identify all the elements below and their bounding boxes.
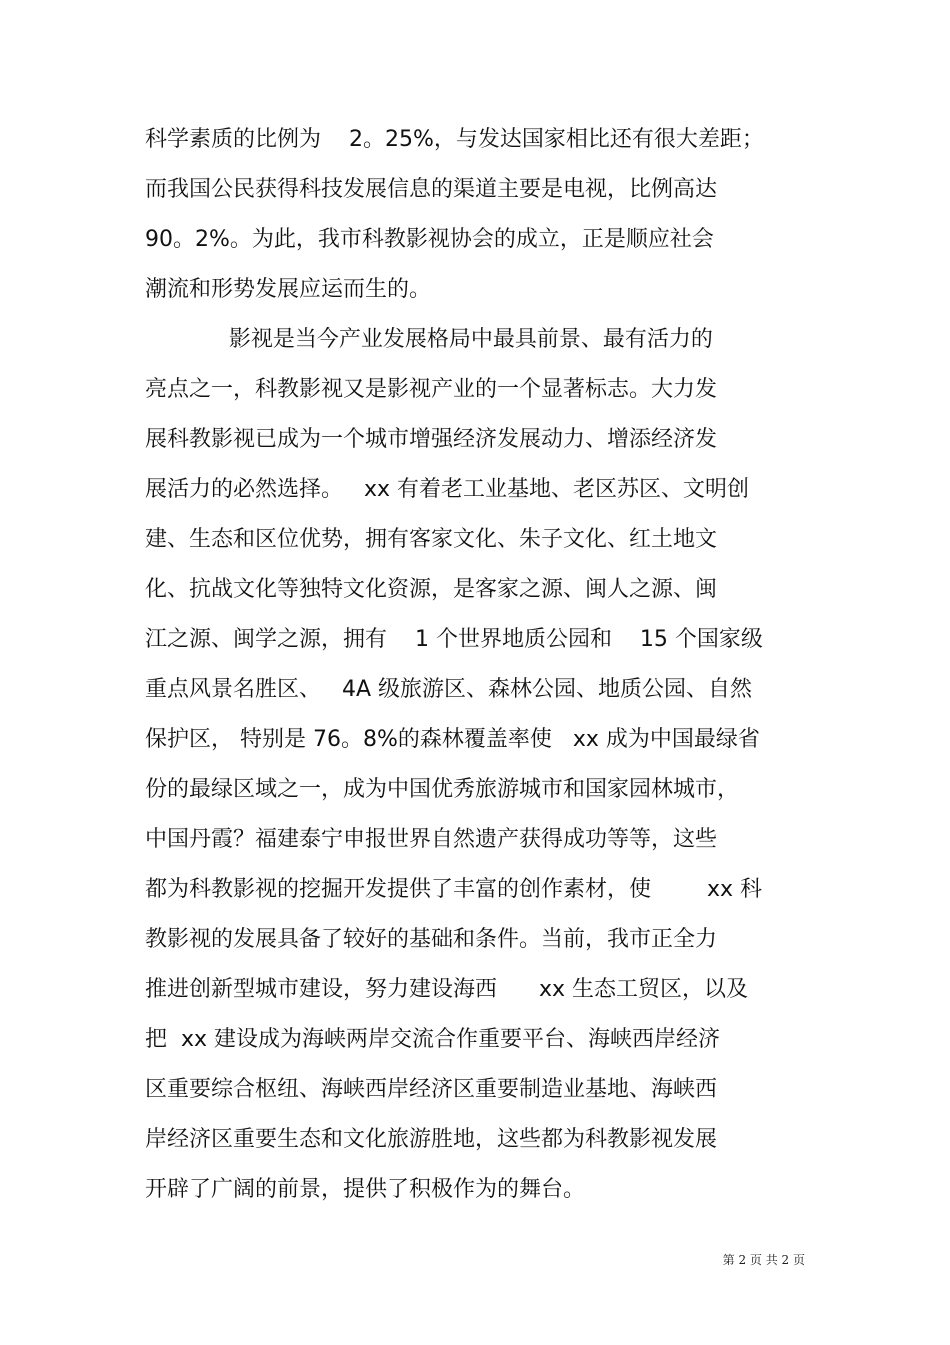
body-text-line: 江之源、闽学之源，拥有 1 个世界地质公园和 15 个国家级 — [145, 627, 763, 652]
body-text-line: 教影视的发展具备了较好的基础和条件。当前，我市正全力 — [145, 927, 718, 952]
body-text-line: 份的最绿区域之一，成为中国优秀旅游城市和国家园林城市， — [145, 777, 740, 802]
body-text-line: 亮点之一，科教影视又是影视产业的一个显著标志。大力发 — [145, 377, 718, 402]
body-text-line: 90。2%。为此，我市科教影视协会的成立，正是顺应社会 — [145, 227, 714, 252]
body-text-line: 而我国公民获得科技发展信息的渠道主要是电视，比例高达 — [145, 177, 718, 202]
body-text-line: 中国丹霞？福建泰宁申报世界自然遗产获得成功等等，这些 — [145, 827, 718, 852]
body-text-line: 展活力的必然选择。 xx 有着老工业基地、老区苏区、文明创 — [145, 477, 750, 502]
body-text-line: 化、抗战文化等独特文化资源，是客家之源、闽人之源、闽 — [145, 577, 718, 602]
page-number-footer: 第 2 页 共 2 页 — [722, 1253, 805, 1267]
body-text-line: 展科教影视已成为一个城市增强经济发展动力、增添经济发 — [145, 427, 718, 452]
body-text-line: 开辟了广阔的前景，提供了积极作为的舞台。 — [145, 1177, 586, 1202]
body-text-line: 岸经济区重要生态和文化旅游胜地，这些都为科教影视发展 — [145, 1127, 718, 1152]
body-text-line: 科学素质的比例为 2。25%，与发达国家相比还有很大差距； — [145, 127, 764, 152]
body-text-line: 潮流和形势发展应运而生的。 — [145, 277, 432, 302]
body-text-line: 重点风景名胜区、 4A 级旅游区、森林公园、地质公园、自然 — [145, 677, 753, 702]
body-text-line: 保护区， 特别是 76。8%的森林覆盖率使 xx 成为中国最绿省 — [145, 727, 760, 752]
body-text-line: 把 xx 建设成为海峡两岸交流合作重要平台、海峡西岸经济 — [145, 1027, 721, 1052]
body-text-line: 区重要综合枢纽、海峡西岸经济区重要制造业基地、海峡西 — [145, 1077, 718, 1102]
body-text-line: 推进创新型城市建设，努力建设海西 xx 生态工贸区，以及 — [145, 977, 748, 1002]
body-text-line: 影视是当今产业发展格局中最具前景、最有活力的 — [145, 327, 713, 352]
body-text-line: 都为科教影视的挖掘开发提供了丰富的创作素材，使 xx 科 — [145, 877, 762, 902]
body-text-line: 建、生态和区位优势，拥有客家文化、朱子文化、红土地文 — [145, 527, 718, 552]
